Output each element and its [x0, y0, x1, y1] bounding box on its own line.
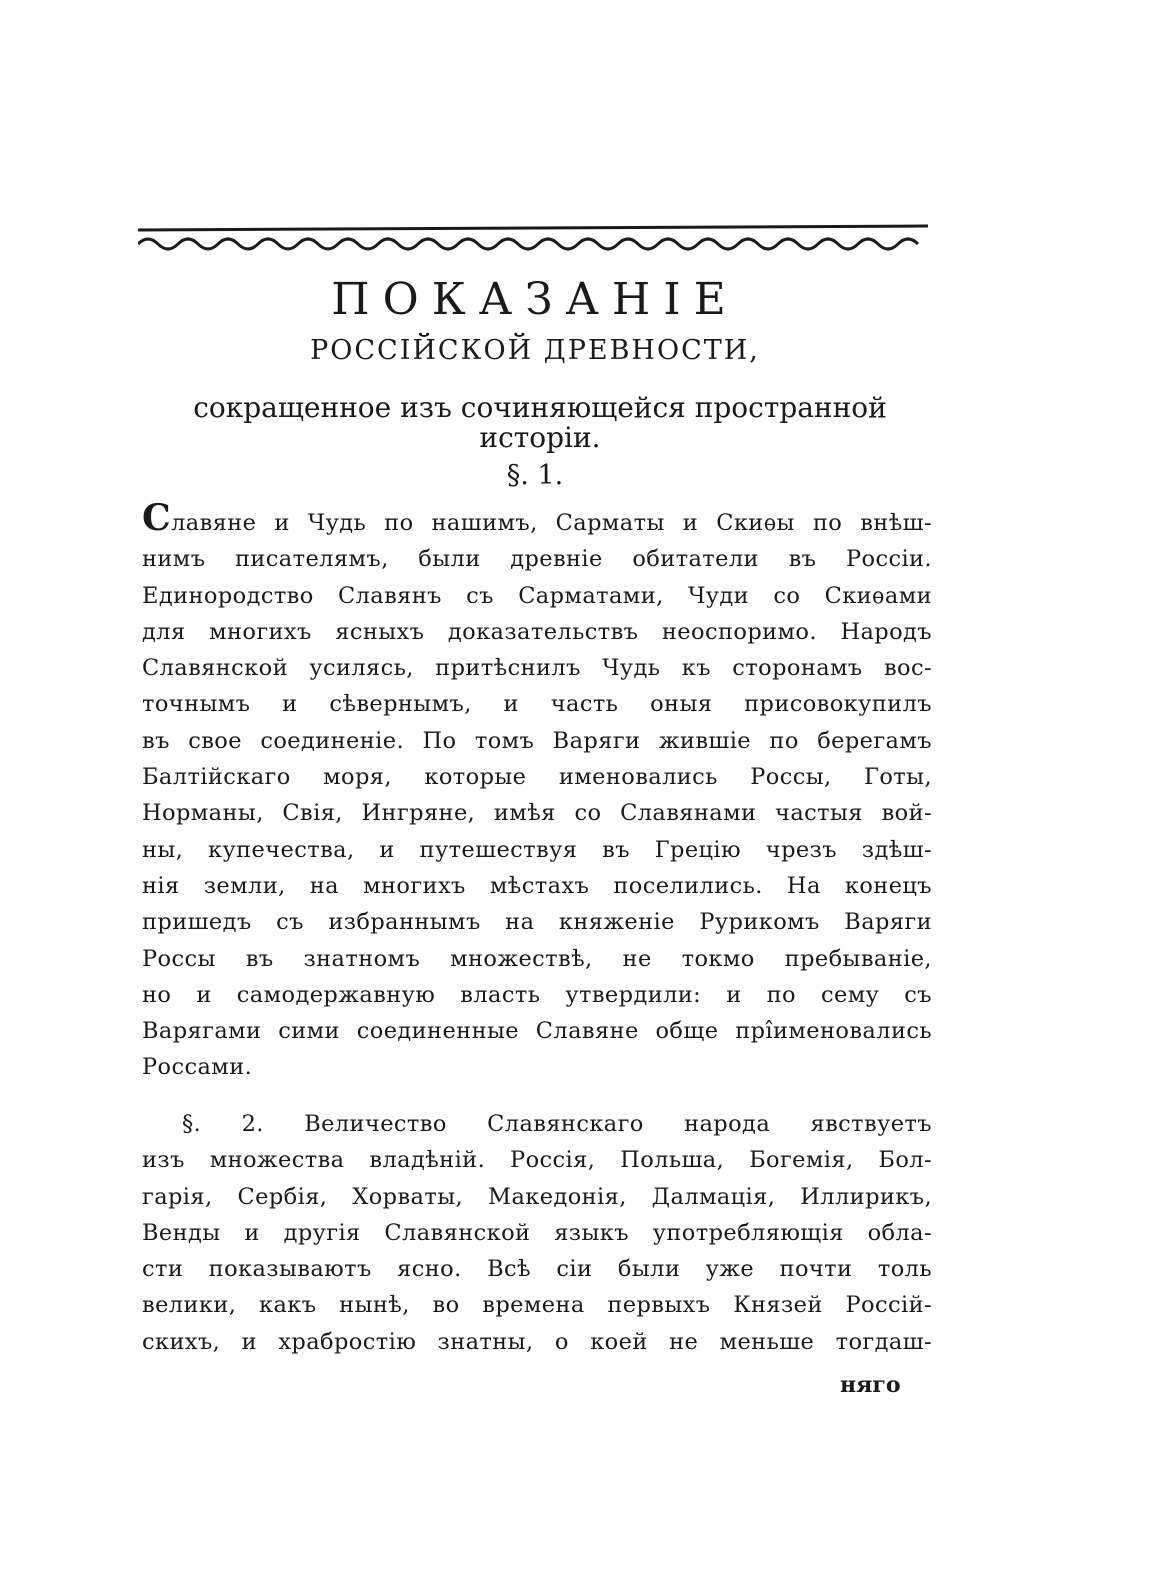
text-line: велики, какъ нынѣ, во времена первыхъ Князей Россій- — [142, 1292, 932, 1319]
page-subtitle-description — [150, 393, 930, 453]
page-title: ПОКАЗАНІЕ — [331, 274, 739, 325]
text-line: Славяне и Чудь по нашимъ, Сарматы и Скиѳы по внѣш- — [142, 500, 932, 541]
drop-cap: С — [142, 500, 172, 539]
text-line: изъ множества владѣній. Россія, Польша, Богемія, Бол- — [142, 1147, 932, 1174]
text-line: точнымъ и сѣвернымъ, и часть оныя присовокупилъ — [142, 691, 932, 718]
text-line: Венды и другія Славянской языкъ употребляющія обла- — [142, 1219, 932, 1246]
text-line: въ свое соединеніе. По томъ Варяги жившіе по берегамъ — [142, 727, 932, 754]
section-1-mark: §. 1. — [506, 460, 564, 491]
subtitle-line-1: сокращенное изъ сочиняющейся пространной — [193, 391, 887, 424]
text-line: Балтійскаго моря, которые именовались Россы, Готы, — [142, 764, 932, 791]
decorative-rule — [138, 224, 928, 254]
catchword: няго — [840, 1372, 901, 1398]
text-line: нимъ писателямъ, были древніе обитатели въ Россіи. — [142, 546, 932, 573]
text-line: нія земли, на многихъ мѣстахъ поселились. На конецъ — [142, 872, 932, 899]
text-line: Варягами сими соединенные Славяне обще прîименовались — [142, 1018, 932, 1045]
text-line: Россами. — [142, 1054, 253, 1081]
text-line: скихъ, и храбростію знатны, о коей не меньше тогдаш- — [142, 1328, 932, 1355]
text-line: но и самодержавную власть утвердили: и по сему съ — [142, 981, 932, 1008]
section-1-text — [142, 500, 932, 1086]
text-line: ны, купечества, и путешествуя въ Грецію чрезъ здѣш- — [142, 836, 932, 863]
text-line: Россы въ знатномъ множествѣ, не токмо пребываніе, — [142, 945, 932, 972]
page-subtitle: РОССІЙСКОЙ ДРЕВНОСТИ, — [310, 335, 760, 366]
text-line: для многихъ ясныхъ доказательствъ неоспоримо. Народъ — [142, 618, 932, 645]
text-line: §. 2. Величество Славянскаго народа явствуетъ — [182, 1111, 932, 1137]
text-line: Единородство Славянъ съ Сарматами, Чуди со Скиѳами — [142, 582, 932, 609]
section-2-text — [142, 1106, 932, 1360]
subtitle-line-2: исторіи. — [479, 421, 601, 454]
text-line: пришедъ съ избраннымъ на княженіе Рурикомъ Варяги — [142, 909, 932, 936]
text-line: Норманы, Свія, Ингряне, имѣя со Славянами частыя вой- — [142, 800, 932, 827]
text-line: сти показываютъ ясно. Всѣ сіи были уже почти толь — [142, 1256, 932, 1283]
text-line: Славянской усилясь, притѣснилъ Чудь къ сторонамъ вос- — [142, 655, 932, 682]
text-line: гарія, Сербія, Хорваты, Македонія, Далмація, Иллирикъ, — [142, 1183, 932, 1210]
